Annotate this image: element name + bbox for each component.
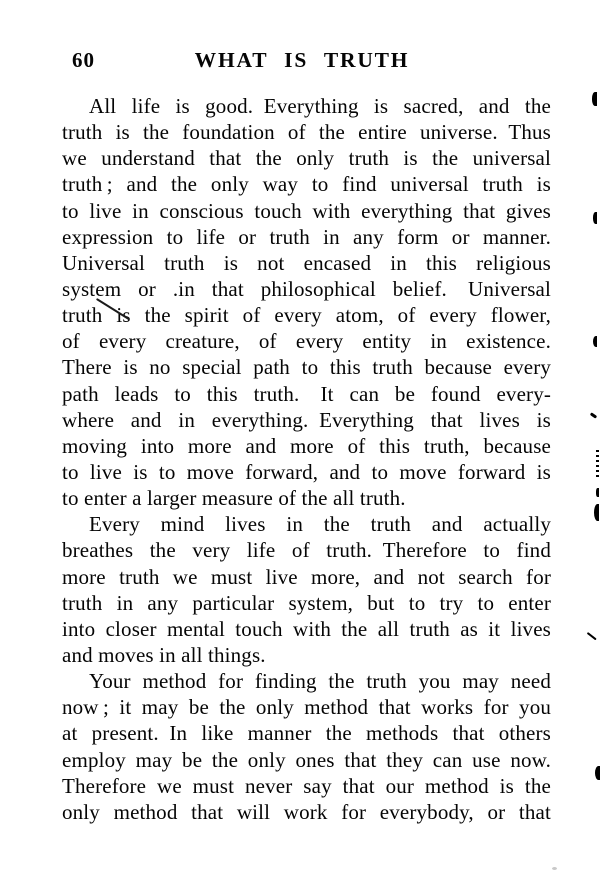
paragraph xyxy=(62,668,551,825)
page-edge-artifact xyxy=(592,92,597,106)
paragraph xyxy=(62,511,551,668)
paragraph xyxy=(62,93,551,511)
text-line: where and in everything. Everything that lives is xyxy=(62,407,551,432)
page-edge-artifact xyxy=(595,766,600,780)
text-line: expression to life or truth in any form or manner. xyxy=(62,224,551,249)
running-title: WHAT IS TRUTH xyxy=(194,48,410,72)
text-line: employ may be the only ones that they can use now. xyxy=(62,747,551,772)
text-line: to live in conscious touch with everything that gives xyxy=(62,198,551,223)
text-line: to live is to move forward, and to move forward is xyxy=(62,459,551,484)
text-line: Universal truth is not encased in this religious xyxy=(62,250,551,275)
text-line: to enter a larger measure of the all truth. xyxy=(62,486,406,511)
text-line: of every creature, of every entity in existence. xyxy=(62,329,551,354)
text-line: into closer mental touch with the all truth as it lives xyxy=(62,616,551,641)
page-edge-artifact xyxy=(552,867,557,870)
text-line: Every mind lives in the truth and actually xyxy=(89,512,551,537)
text-line: truth in any particular system, but to try to enter xyxy=(62,590,551,615)
text-line: and moves in all things. xyxy=(62,642,266,667)
text-line: truth ; and the only way to find universal truth is xyxy=(62,172,551,197)
text-line: only method that will work for everybody, or that xyxy=(62,799,551,824)
text-line: more truth we must live more, and not search for xyxy=(62,564,551,589)
text-line: truth is the spirit of every atom, of every flower, xyxy=(62,303,551,328)
text-line: truth is the foundation of the entire universe. Thus xyxy=(62,120,551,145)
page-edge-artifact xyxy=(590,412,597,418)
text-line: path leads to this truth. It can be found every- xyxy=(62,381,551,406)
text-line: moving into more and more of this truth, because xyxy=(62,433,551,458)
page-edge-artifact xyxy=(596,450,599,477)
page-edge-artifact xyxy=(593,336,597,347)
text-line: Your method for finding the truth you may need xyxy=(89,669,551,694)
page-edge-artifact xyxy=(594,504,599,521)
text-line: All life is good. Everything is sacred, and the xyxy=(89,94,551,118)
text-line: now ; it may be the only method that works for you xyxy=(62,695,551,720)
text-block xyxy=(62,93,551,825)
page-edge-artifact xyxy=(596,488,599,497)
text-line: we understand that the only truth is the universal xyxy=(62,146,551,171)
text-line: at present. In like manner the methods that others xyxy=(62,721,551,746)
text-line: breathes the very life of truth. Therefore to find xyxy=(62,538,551,563)
page-edge-artifact xyxy=(587,632,597,640)
page-number: 60 xyxy=(72,48,95,72)
text-line: There is no special path to this truth because every xyxy=(62,355,551,380)
text-line: Therefore we must never say that our method is the xyxy=(62,773,551,798)
page-edge-artifact xyxy=(593,212,597,224)
text-line: system or .in that philosophical belief. Universal xyxy=(62,276,551,301)
